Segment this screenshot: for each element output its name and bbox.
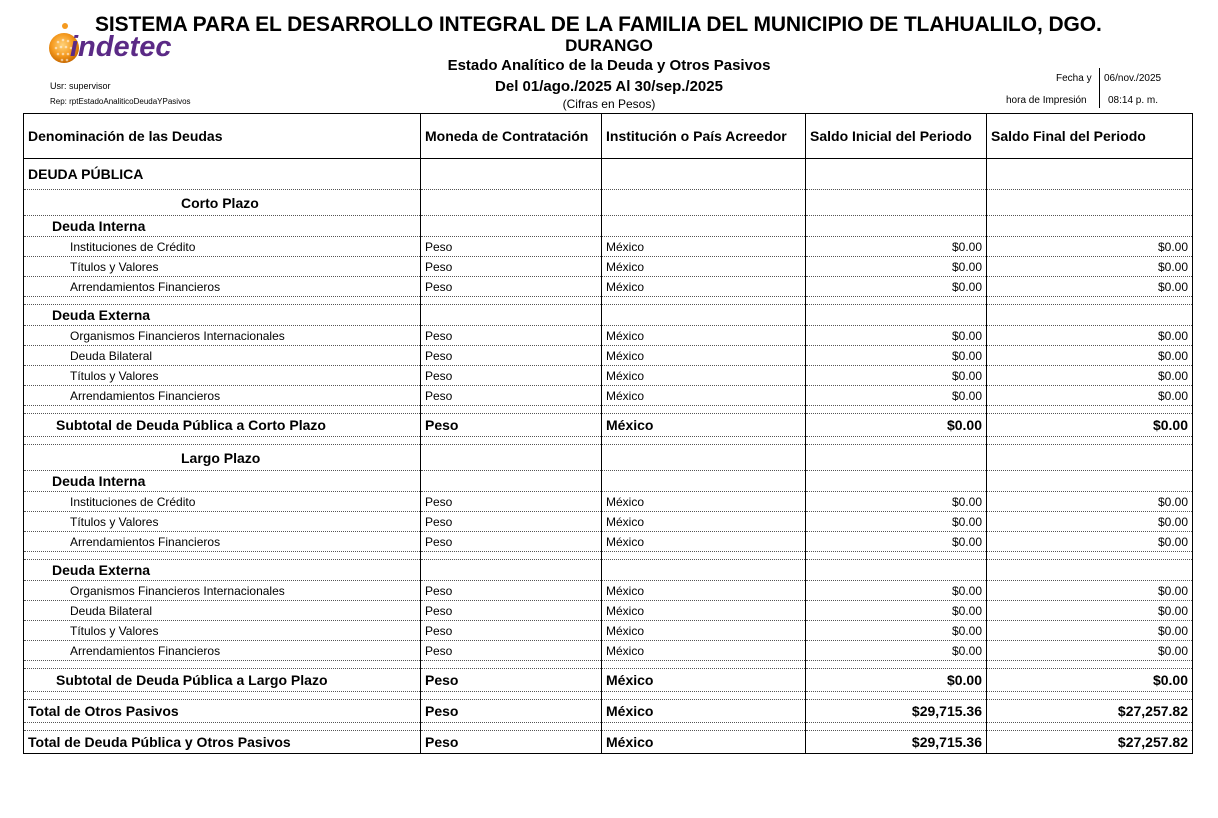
row-initial-balance	[806, 297, 987, 305]
row-final-balance	[987, 723, 1193, 731]
row-initial-balance: $0.00	[806, 277, 987, 297]
row-creditor: México	[602, 669, 806, 692]
row-creditor: México	[602, 326, 806, 346]
row-initial-balance: $0.00	[806, 581, 987, 601]
table-row	[24, 190, 1193, 216]
row-label	[24, 552, 421, 560]
date-divider	[1099, 68, 1100, 90]
table-row	[24, 621, 1193, 641]
row-currency	[421, 297, 602, 305]
row-initial-balance: $0.00	[806, 414, 987, 437]
table-row	[24, 216, 1193, 237]
row-initial-balance	[806, 723, 987, 731]
row-final-balance: $0.00	[987, 601, 1193, 621]
row-label: Títulos y Valores	[24, 512, 421, 532]
row-initial-balance: $29,715.36	[806, 700, 987, 723]
row-creditor: México	[602, 512, 806, 532]
row-initial-balance: $0.00	[806, 621, 987, 641]
col-header-initial-balance: Saldo Inicial del Periodo	[806, 114, 987, 159]
indetec-logo	[48, 20, 208, 68]
table-row	[24, 492, 1193, 512]
report-entity-title: SISTEMA PARA EL DESARROLLO INTEGRAL DE LA FAMILIA DEL MUNICIPIO DE TLAHUALILO, DGO.	[95, 13, 1102, 36]
row-label: Títulos y Valores	[24, 621, 421, 641]
row-label	[24, 661, 421, 669]
row-label: Arrendamientos Financieros	[24, 641, 421, 661]
row-label: Títulos y Valores	[24, 257, 421, 277]
row-creditor: México	[602, 532, 806, 552]
time-label: hora de Impresión	[1006, 95, 1087, 106]
table-row	[24, 581, 1193, 601]
row-currency: Peso	[421, 601, 602, 621]
row-initial-balance	[806, 661, 987, 669]
col-header-name: Denominación de las Deudas	[24, 114, 421, 159]
row-final-balance: $0.00	[987, 326, 1193, 346]
row-currency	[421, 437, 602, 445]
row-creditor: México	[602, 257, 806, 277]
row-initial-balance: $0.00	[806, 532, 987, 552]
table-row	[24, 386, 1193, 406]
row-label: Títulos y Valores	[24, 366, 421, 386]
row-currency: Peso	[421, 386, 602, 406]
row-creditor: México	[602, 366, 806, 386]
row-label: Instituciones de Crédito	[24, 492, 421, 512]
row-creditor	[602, 305, 806, 326]
row-currency: Peso	[421, 346, 602, 366]
row-final-balance	[987, 305, 1193, 326]
row-creditor	[602, 661, 806, 669]
row-label	[24, 437, 421, 445]
row-final-balance	[987, 406, 1193, 414]
row-final-balance	[987, 445, 1193, 471]
row-label: Largo Plazo	[24, 445, 421, 471]
row-label	[24, 692, 421, 700]
row-creditor: México	[602, 346, 806, 366]
row-currency: Peso	[421, 641, 602, 661]
row-final-balance	[987, 190, 1193, 216]
row-currency	[421, 692, 602, 700]
row-final-balance: $0.00	[987, 414, 1193, 437]
row-creditor: México	[602, 700, 806, 723]
row-initial-balance: $0.00	[806, 346, 987, 366]
row-creditor	[602, 471, 806, 492]
table-row	[24, 669, 1193, 692]
row-final-balance: $0.00	[987, 581, 1193, 601]
row-initial-balance: $0.00	[806, 386, 987, 406]
row-creditor	[602, 406, 806, 414]
report-id-label: Rep: rptEstadoAnaliticoDeudaYPasivos	[50, 97, 191, 106]
row-currency: Peso	[421, 700, 602, 723]
report-name: Estado Analítico de la Deuda y Otros Pasivos	[447, 57, 771, 74]
row-initial-balance	[806, 692, 987, 700]
row-currency: Peso	[421, 731, 602, 754]
row-label: Total de Deuda Pública y Otros Pasivos	[24, 731, 421, 754]
row-label	[24, 297, 421, 305]
row-initial-balance	[806, 552, 987, 560]
row-final-balance	[987, 297, 1193, 305]
table-row	[24, 159, 1193, 190]
row-label	[24, 723, 421, 731]
row-final-balance: $0.00	[987, 621, 1193, 641]
table-header-row	[24, 114, 1193, 159]
table-row	[24, 257, 1193, 277]
row-initial-balance	[806, 305, 987, 326]
row-creditor	[602, 692, 806, 700]
row-currency	[421, 560, 602, 581]
date-value: 06/nov./2025	[1104, 73, 1162, 84]
row-label: Organismos Financieros Internacionales	[24, 326, 421, 346]
row-label: Arrendamientos Financieros	[24, 532, 421, 552]
table-row	[24, 277, 1193, 297]
row-creditor: México	[602, 492, 806, 512]
spacer-row	[24, 692, 1193, 700]
table-row	[24, 641, 1193, 661]
row-creditor: México	[602, 386, 806, 406]
row-creditor	[602, 560, 806, 581]
row-label: Deuda Interna	[24, 216, 421, 237]
col-header-currency: Moneda de Contratación	[421, 114, 602, 159]
row-currency	[421, 445, 602, 471]
report-state: DURANGO	[565, 36, 653, 55]
row-initial-balance: $29,715.36	[806, 731, 987, 754]
row-currency: Peso	[421, 237, 602, 257]
row-initial-balance: $0.00	[806, 366, 987, 386]
row-initial-balance	[806, 216, 987, 237]
row-initial-balance: $0.00	[806, 237, 987, 257]
row-final-balance	[987, 692, 1193, 700]
report-period: Del 01/ago./2025 Al 30/sep./2025	[495, 78, 723, 95]
table-row	[24, 326, 1193, 346]
table-row	[24, 445, 1193, 471]
row-label: Corto Plazo	[24, 190, 421, 216]
row-initial-balance	[806, 437, 987, 445]
table-row	[24, 366, 1193, 386]
row-final-balance: $27,257.82	[987, 700, 1193, 723]
row-initial-balance	[806, 471, 987, 492]
row-final-balance	[987, 471, 1193, 492]
row-label: Arrendamientos Financieros	[24, 277, 421, 297]
row-currency	[421, 471, 602, 492]
time-value: 08:14 p. m.	[1108, 95, 1159, 106]
table-row	[24, 305, 1193, 326]
row-final-balance: $0.00	[987, 237, 1193, 257]
row-label: Arrendamientos Financieros	[24, 386, 421, 406]
row-creditor: México	[602, 731, 806, 754]
row-initial-balance	[806, 445, 987, 471]
row-initial-balance: $0.00	[806, 669, 987, 692]
row-creditor	[602, 552, 806, 560]
row-label: Subtotal de Deuda Pública a Corto Plazo	[24, 414, 421, 437]
row-creditor: México	[602, 237, 806, 257]
row-creditor: México	[602, 621, 806, 641]
date-label: Fecha y	[1056, 73, 1092, 84]
row-creditor	[602, 297, 806, 305]
row-currency	[421, 159, 602, 190]
table-row	[24, 346, 1193, 366]
row-final-balance: $0.00	[987, 366, 1193, 386]
row-initial-balance	[806, 159, 987, 190]
row-currency: Peso	[421, 414, 602, 437]
spacer-row	[24, 406, 1193, 414]
row-creditor: México	[602, 641, 806, 661]
row-final-balance	[987, 159, 1193, 190]
debt-table	[23, 113, 1193, 754]
row-label: Deuda Externa	[24, 560, 421, 581]
row-creditor	[602, 216, 806, 237]
row-final-balance: $0.00	[987, 669, 1193, 692]
row-label: Deuda Externa	[24, 305, 421, 326]
table-row	[24, 700, 1193, 723]
row-initial-balance: $0.00	[806, 326, 987, 346]
row-label	[24, 406, 421, 414]
row-creditor: México	[602, 414, 806, 437]
table-body	[24, 159, 1193, 754]
row-currency: Peso	[421, 257, 602, 277]
row-label: Total de Otros Pasivos	[24, 700, 421, 723]
row-label: Deuda Interna	[24, 471, 421, 492]
row-initial-balance: $0.00	[806, 257, 987, 277]
row-currency: Peso	[421, 326, 602, 346]
row-label: Deuda Bilateral	[24, 346, 421, 366]
col-header-creditor: Institución o País Acreedor	[602, 114, 806, 159]
row-currency	[421, 305, 602, 326]
time-divider	[1099, 90, 1100, 108]
row-final-balance	[987, 216, 1193, 237]
col-header-final-balance: Saldo Final del Periodo	[987, 114, 1193, 159]
row-final-balance: $0.00	[987, 346, 1193, 366]
table-row	[24, 237, 1193, 257]
row-currency: Peso	[421, 366, 602, 386]
row-final-balance: $0.00	[987, 277, 1193, 297]
spacer-row	[24, 437, 1193, 445]
row-currency	[421, 190, 602, 216]
row-final-balance	[987, 661, 1193, 669]
row-creditor	[602, 159, 806, 190]
row-label: Subtotal de Deuda Pública a Largo Plazo	[24, 669, 421, 692]
row-label: DEUDA PÚBLICA	[24, 159, 421, 190]
row-creditor	[602, 190, 806, 216]
row-label: Instituciones de Crédito	[24, 237, 421, 257]
row-initial-balance: $0.00	[806, 512, 987, 532]
user-label: Usr: supervisor	[50, 81, 111, 91]
row-currency: Peso	[421, 277, 602, 297]
table-row	[24, 471, 1193, 492]
spacer-row	[24, 723, 1193, 731]
row-final-balance: $0.00	[987, 512, 1193, 532]
row-final-balance	[987, 437, 1193, 445]
row-final-balance	[987, 560, 1193, 581]
row-currency: Peso	[421, 669, 602, 692]
row-currency: Peso	[421, 492, 602, 512]
row-initial-balance	[806, 560, 987, 581]
row-label: Deuda Bilateral	[24, 601, 421, 621]
row-creditor	[602, 437, 806, 445]
row-currency: Peso	[421, 621, 602, 641]
row-currency	[421, 723, 602, 731]
row-currency: Peso	[421, 532, 602, 552]
row-creditor	[602, 723, 806, 731]
row-final-balance: $0.00	[987, 492, 1193, 512]
table-row	[24, 601, 1193, 621]
row-currency	[421, 216, 602, 237]
spacer-row	[24, 661, 1193, 669]
svg-text:indetec: indetec	[70, 31, 172, 63]
row-final-balance: $0.00	[987, 532, 1193, 552]
row-initial-balance	[806, 190, 987, 216]
row-currency: Peso	[421, 512, 602, 532]
row-currency	[421, 406, 602, 414]
row-currency	[421, 661, 602, 669]
row-initial-balance: $0.00	[806, 492, 987, 512]
row-final-balance: $0.00	[987, 641, 1193, 661]
row-label: Organismos Financieros Internacionales	[24, 581, 421, 601]
row-currency	[421, 552, 602, 560]
row-initial-balance: $0.00	[806, 601, 987, 621]
row-creditor	[602, 445, 806, 471]
logo-globe-icon	[48, 20, 208, 68]
row-final-balance	[987, 552, 1193, 560]
row-currency: Peso	[421, 581, 602, 601]
row-final-balance: $27,257.82	[987, 731, 1193, 754]
table-row	[24, 414, 1193, 437]
spacer-row	[24, 297, 1193, 305]
row-creditor: México	[602, 277, 806, 297]
table-row	[24, 532, 1193, 552]
table-row	[24, 512, 1193, 532]
table-row	[24, 731, 1193, 754]
row-creditor: México	[602, 601, 806, 621]
row-initial-balance: $0.00	[806, 641, 987, 661]
report-units: (Cifras en Pesos)	[562, 97, 656, 111]
row-final-balance: $0.00	[987, 386, 1193, 406]
spacer-row	[24, 552, 1193, 560]
row-final-balance: $0.00	[987, 257, 1193, 277]
row-initial-balance	[806, 406, 987, 414]
table-row	[24, 560, 1193, 581]
row-creditor: México	[602, 581, 806, 601]
